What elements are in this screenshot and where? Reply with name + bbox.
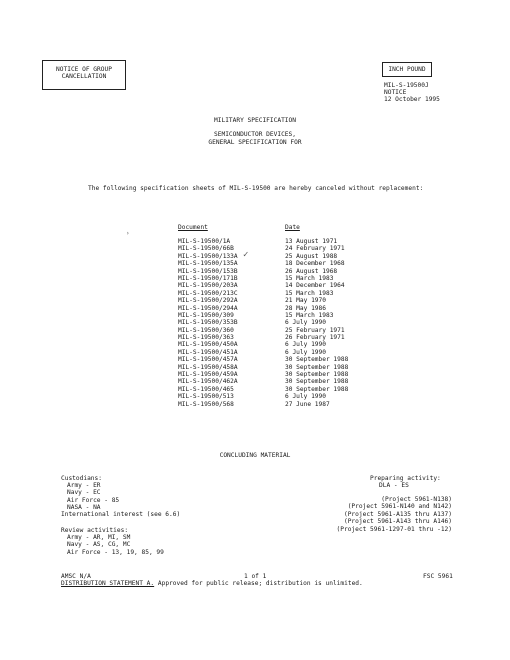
date-cell: 18 December 1968 [285, 260, 345, 268]
date-cell: 24 February 1971 [285, 245, 345, 253]
document-cell: MIL-S-19500/294A [178, 304, 238, 312]
table-row [178, 297, 358, 304]
cancelled-documents-table [178, 238, 358, 408]
table-row [178, 356, 358, 363]
distribution-label: DISTRIBUTION STATEMENT A. [61, 580, 155, 587]
notice-box-line2: CANCELLATION [61, 73, 107, 81]
project-list [337, 496, 452, 533]
table-row [178, 253, 358, 260]
table-row [178, 260, 358, 267]
review-heading: Review activities: [61, 527, 129, 534]
table-row [178, 371, 358, 378]
document-cell: MIL-S-19500/203A [178, 282, 238, 290]
spec-type: MILITARY SPECIFICATION [214, 117, 296, 124]
table-row [178, 334, 358, 341]
table-row [178, 275, 358, 282]
amsc-label: AMSC N/A [61, 573, 91, 580]
date-cell: 25 August 1988 [285, 252, 338, 260]
spec-title-line2: GENERAL SPECIFICATION FOR [208, 139, 302, 146]
date-cell: 30 September 1988 [285, 356, 349, 364]
custodian-line: Navy - EC [67, 489, 101, 497]
date-cell: 30 September 1988 [285, 385, 349, 393]
document-cell: MIL-S-19500/1A [178, 238, 231, 245]
date-cell: 30 September 1988 [285, 371, 349, 379]
date-cell: 25 February 1971 [285, 326, 345, 334]
date-cell: 30 September 1988 [285, 378, 349, 386]
date-cell: 6 July 1990 [285, 393, 326, 401]
review-line: Army - AR, MI, SM [67, 534, 131, 541]
table-row [178, 401, 358, 408]
document-cell: MIL-S-19500/465 [178, 385, 234, 393]
table-row [178, 327, 358, 334]
table-row [178, 378, 358, 385]
preparing-activity: DLA - ES [379, 482, 409, 489]
international-interest: International interest (see 6.6) [61, 511, 181, 518]
table-row [178, 282, 358, 289]
document-cell: MIL-S-19500/133A [178, 252, 238, 260]
date-cell: 15 March 1983 [285, 274, 334, 282]
table-row [178, 341, 358, 348]
custodian-line: NASA - NA [67, 504, 101, 512]
fsc-label: FSC 5961 [423, 573, 453, 580]
custodians-list [67, 482, 119, 512]
table-row [178, 268, 358, 275]
document-cell: MIL-S-19500/66B [178, 245, 234, 253]
column-header-document: Document [178, 224, 208, 231]
date-cell: 13 August 1971 [285, 238, 338, 245]
document-cell: MIL-S-19500/153B [178, 267, 238, 275]
date-cell: 28 May 1986 [285, 304, 326, 312]
document-cell: MIL-S-19500/353B [178, 319, 238, 327]
date-cell: 27 June 1987 [285, 400, 330, 408]
table-row [178, 245, 358, 252]
custodian-line: Air Force - 85 [67, 496, 120, 504]
project-line: (Project 5961-1297-01 thru -12) [336, 525, 452, 533]
table-row [178, 238, 358, 245]
table-row [178, 319, 358, 326]
notice-box-line1: NOTICE OF GROUP [56, 66, 112, 73]
check-mark: ✓ [243, 250, 249, 260]
table-row [178, 364, 358, 371]
column-header-date: Date [285, 224, 300, 231]
document-cell: MIL-S-19500/309 [178, 311, 234, 319]
page-number: 1 of 1 [244, 573, 267, 580]
spec-title-line1: SEMICONDUCTOR DEVICES, [214, 131, 296, 138]
project-line: (Project 5961-A135 thru A137) [343, 510, 452, 518]
document-cell: MIL-S-19500/458A [178, 363, 238, 371]
date-cell: 6 July 1990 [285, 348, 326, 356]
document-cell: MIL-S-19500/213C [178, 289, 238, 297]
table-row [178, 290, 358, 297]
document-cell: MIL-S-19500/360 [178, 326, 234, 334]
scan-mark: › [126, 231, 130, 237]
table-row [178, 386, 358, 393]
review-list [67, 534, 164, 556]
document-cell: MIL-S-19500/135A [178, 260, 238, 268]
table-row [178, 393, 358, 400]
project-line: (Project 5961-A143 thru A146) [343, 518, 452, 526]
project-line: (Project 5961-N140 and N142) [347, 503, 452, 511]
document-cell: MIL-S-19500/513 [178, 393, 234, 401]
date-cell: 30 September 1988 [285, 363, 349, 371]
date-cell: 26 August 1968 [285, 267, 338, 275]
date-cell: 6 July 1990 [285, 319, 326, 327]
review-line: Air Force - 13, 19, 85, 99 [67, 548, 164, 556]
notice-date: 12 October 1995 [384, 96, 440, 103]
date-cell: 26 February 1971 [285, 334, 345, 342]
document-cell: MIL-S-19500/459A [178, 371, 238, 379]
document-cell: MIL-S-19500/462A [178, 378, 238, 386]
date-cell: 15 March 1983 [285, 311, 334, 319]
intro-text: The following specification sheets of MIL-S-19500 are hereby canceled without replacement: [88, 185, 424, 192]
notice-box [42, 60, 126, 90]
preparing-heading: Preparing activity: [370, 475, 441, 482]
table-row [178, 305, 358, 312]
document-cell: MIL-S-19500/450A [178, 341, 238, 349]
date-cell: 14 December 1964 [285, 282, 345, 290]
document-cell: MIL-S-19500/292A [178, 297, 238, 305]
distribution-text: Approved for public release; distribution is unlimited. [157, 580, 363, 587]
date-cell: 6 July 1990 [285, 341, 326, 349]
notice-label: NOTICE [384, 89, 407, 96]
document-cell: MIL-S-19500/451A [178, 348, 238, 356]
distribution-statement [61, 580, 363, 587]
document-cell: MIL-S-19500/171B [178, 274, 238, 282]
custodian-line: Army - ER [67, 482, 101, 489]
project-line: (Project 5961-N138) [381, 496, 452, 503]
document-cell: MIL-S-19500/457A [178, 356, 238, 364]
document-cell: MIL-S-19500/568 [178, 400, 234, 408]
date-cell: 21 May 1970 [285, 297, 326, 305]
inch-pound-box [382, 62, 432, 77]
date-cell: 15 March 1983 [285, 289, 334, 297]
inch-pound-label: INCH POUND [388, 66, 426, 73]
table-row [178, 312, 358, 319]
custodians-heading: Custodians: [61, 475, 102, 482]
review-line: Navy - AS, CG, MC [67, 541, 131, 549]
document-cell: MIL-S-19500/363 [178, 334, 234, 342]
table-row [178, 349, 358, 356]
doc-id: MIL-S-19500J [384, 82, 429, 89]
concluding-heading: CONCLUDING MATERIAL [219, 452, 291, 459]
